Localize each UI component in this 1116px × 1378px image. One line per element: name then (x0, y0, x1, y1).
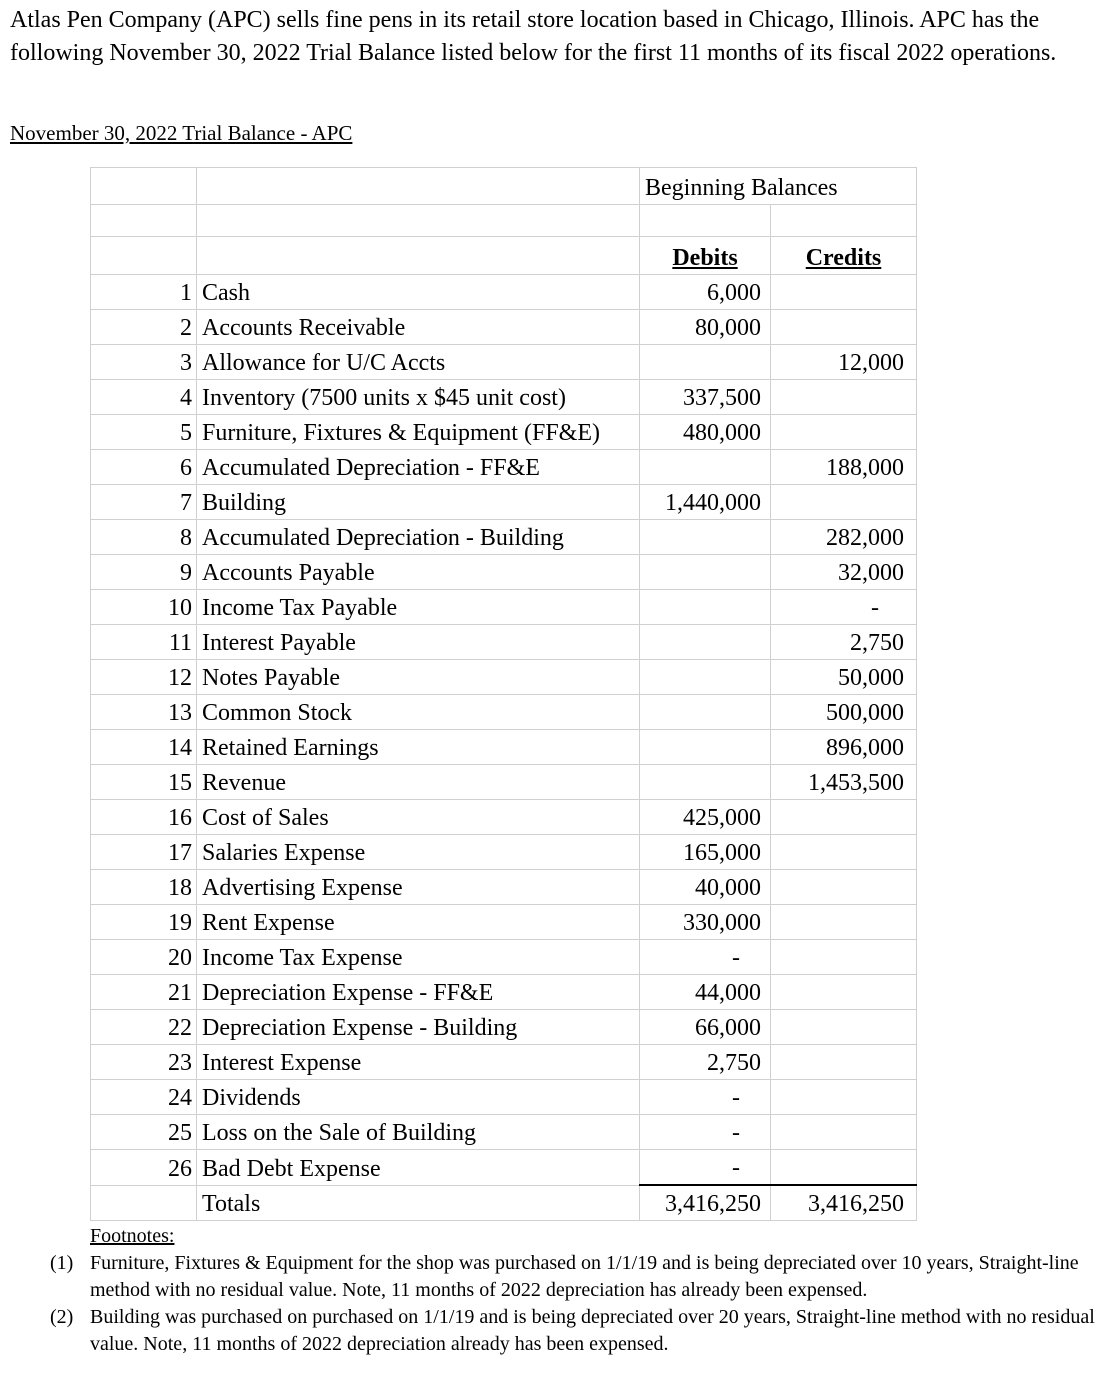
debit-amount (640, 590, 771, 625)
account-row (91, 765, 917, 800)
credit-amount: 1,453,500 (771, 765, 917, 800)
credit-amount (771, 415, 917, 450)
account-row (91, 695, 917, 730)
account-name: Cost of Sales (197, 800, 640, 835)
account-row (91, 835, 917, 870)
account-number: 19 (91, 905, 197, 940)
footnote-text: Furniture, Fixtures & Equipment for the shop was purchased on 1/1/19 and is being depreciated over 10 years, Straight-line method with no residual value. Note, 11 months of 2022 depreciation has already been expensed. (90, 1252, 1079, 1301)
account-number: 26 (91, 1150, 197, 1186)
beginning-balances-header: Beginning Balances (640, 168, 917, 205)
account-number: 20 (91, 940, 197, 975)
account-row (91, 975, 917, 1010)
credit-amount: 2,750 (771, 625, 917, 660)
credit-amount (771, 940, 917, 975)
account-number: 9 (91, 555, 197, 590)
credit-amount (771, 310, 917, 345)
credit-amount: 32,000 (771, 555, 917, 590)
account-number: 16 (91, 800, 197, 835)
total-credits: 3,416,250 (771, 1185, 917, 1221)
account-row (91, 730, 917, 765)
debit-amount: - (640, 1150, 771, 1186)
credit-amount: - (771, 590, 917, 625)
account-row (91, 275, 917, 310)
debit-amount (640, 765, 771, 800)
footnote-2 (50, 1304, 1100, 1358)
trial-balance-table (90, 167, 917, 1221)
account-row (91, 415, 917, 450)
debit-amount: 2,750 (640, 1045, 771, 1080)
debit-amount (640, 555, 771, 590)
account-number: 4 (91, 380, 197, 415)
account-row (91, 450, 917, 485)
total-debits: 3,416,250 (640, 1185, 771, 1221)
credit-amount: 896,000 (771, 730, 917, 765)
debit-amount (640, 345, 771, 380)
account-name: Dividends (197, 1080, 640, 1115)
account-number: 17 (91, 835, 197, 870)
account-row (91, 870, 917, 905)
totals-spacer (91, 1185, 197, 1221)
account-number: 21 (91, 975, 197, 1010)
debit-amount: 40,000 (640, 870, 771, 905)
account-name: Depreciation Expense - FF&E (197, 975, 640, 1010)
account-name: Common Stock (197, 695, 640, 730)
account-number: 8 (91, 520, 197, 555)
footnote-number: (2) (50, 1306, 74, 1328)
account-row (91, 590, 917, 625)
credit-amount: 282,000 (771, 520, 917, 555)
account-row (91, 1045, 917, 1080)
debit-amount: 330,000 (640, 905, 771, 940)
debit-amount: 66,000 (640, 1010, 771, 1045)
account-number: 1 (91, 275, 197, 310)
account-name: Building (197, 485, 640, 520)
credit-amount (771, 1010, 917, 1045)
debit-amount (640, 695, 771, 730)
account-row (91, 1080, 917, 1115)
account-name: Accounts Payable (197, 555, 640, 590)
header-row-debit-credit (91, 237, 917, 275)
account-name: Notes Payable (197, 660, 640, 695)
account-row (91, 625, 917, 660)
account-name: Salaries Expense (197, 835, 640, 870)
debit-amount: 165,000 (640, 835, 771, 870)
account-row (91, 485, 917, 520)
debit-amount: - (640, 940, 771, 975)
debit-amount: - (640, 1080, 771, 1115)
account-row (91, 660, 917, 695)
account-number: 24 (91, 1080, 197, 1115)
header-row-balances (91, 168, 917, 205)
debit-amount: 1,440,000 (640, 485, 771, 520)
account-number: 7 (91, 485, 197, 520)
credit-amount (771, 485, 917, 520)
account-row (91, 555, 917, 590)
footnote-number: (1) (50, 1252, 74, 1274)
account-number: 2 (91, 310, 197, 345)
account-number: 15 (91, 765, 197, 800)
account-number: 23 (91, 1045, 197, 1080)
debit-amount: 44,000 (640, 975, 771, 1010)
debit-amount (640, 625, 771, 660)
account-row (91, 905, 917, 940)
credit-amount (771, 975, 917, 1010)
account-name: Interest Expense (197, 1045, 640, 1080)
account-name: Inventory (7500 units x $45 unit cost) (197, 380, 640, 415)
account-row (91, 345, 917, 380)
debits-header: Debits (640, 237, 771, 275)
account-row (91, 800, 917, 835)
account-name: Retained Earnings (197, 730, 640, 765)
account-name: Accounts Receivable (197, 310, 640, 345)
account-number: 13 (91, 695, 197, 730)
debit-amount (640, 660, 771, 695)
account-number: 18 (91, 870, 197, 905)
account-number: 25 (91, 1115, 197, 1150)
footnotes (50, 1223, 1100, 1358)
debit-amount: 6,000 (640, 275, 771, 310)
account-name: Accumulated Depreciation - FF&E (197, 450, 640, 485)
account-number: 22 (91, 1010, 197, 1045)
account-row (91, 1150, 917, 1186)
debit-amount (640, 730, 771, 765)
credit-amount (771, 1150, 917, 1186)
debit-amount (640, 520, 771, 555)
account-name: Income Tax Expense (197, 940, 640, 975)
account-name: Furniture, Fixtures & Equipment (FF&E) (197, 415, 640, 450)
debit-amount: 337,500 (640, 380, 771, 415)
credit-amount (771, 905, 917, 940)
debit-amount: 425,000 (640, 800, 771, 835)
account-name: Bad Debt Expense (197, 1150, 640, 1186)
credit-amount: 500,000 (771, 695, 917, 730)
credit-amount: 188,000 (771, 450, 917, 485)
account-row (91, 1010, 917, 1045)
credit-amount (771, 1115, 917, 1150)
credit-amount (771, 380, 917, 415)
account-number: 6 (91, 450, 197, 485)
credit-amount (771, 870, 917, 905)
debit-amount (640, 450, 771, 485)
account-name: Rent Expense (197, 905, 640, 940)
credit-amount (771, 835, 917, 870)
account-row (91, 520, 917, 555)
intro-paragraph: Atlas Pen Company (APC) sells fine pens in its retail store location based in Chicago, Illinois. APC has the following November 30, 2022 Trial Balance listed below for the first 11 months of its fiscal 2022 operations. (10, 7, 1057, 66)
account-name: Interest Payable (197, 625, 640, 660)
account-row (91, 940, 917, 975)
account-name: Cash (197, 275, 640, 310)
account-name: Accumulated Depreciation - Building (197, 520, 640, 555)
account-row (91, 310, 917, 345)
header-row-spacer (91, 205, 917, 237)
account-name: Revenue (197, 765, 640, 800)
account-number: 11 (91, 625, 197, 660)
credits-header: Credits (771, 237, 917, 275)
account-number: 10 (91, 590, 197, 625)
account-number: 5 (91, 415, 197, 450)
credit-amount (771, 800, 917, 835)
account-name: Allowance for U/C Accts (197, 345, 640, 380)
credit-amount (771, 275, 917, 310)
totals-label: Totals (197, 1185, 640, 1221)
debit-amount: 80,000 (640, 310, 771, 345)
totals-row (91, 1185, 917, 1221)
footnotes-title: Footnotes: (90, 1225, 175, 1247)
account-name: Advertising Expense (197, 870, 640, 905)
account-name: Income Tax Payable (197, 590, 640, 625)
debit-amount: 480,000 (640, 415, 771, 450)
credit-amount: 50,000 (771, 660, 917, 695)
debit-amount: - (640, 1115, 771, 1150)
account-name: Depreciation Expense - Building (197, 1010, 640, 1045)
credit-amount (771, 1080, 917, 1115)
account-number: 3 (91, 345, 197, 380)
credit-amount (771, 1045, 917, 1080)
account-name: Loss on the Sale of Building (197, 1115, 640, 1150)
footnote-1 (50, 1250, 1100, 1304)
account-number: 12 (91, 660, 197, 695)
credit-amount: 12,000 (771, 345, 917, 380)
account-row (91, 1115, 917, 1150)
account-row (91, 380, 917, 415)
trial-balance-title: November 30, 2022 Trial Balance - APC (10, 121, 353, 145)
footnote-text: Building was purchased on purchased on 1/1/19 and is being depreciated over 20 years, Straight-line method with no residual value. Note, 11 months of 2022 depreciation already has been expensed. (90, 1306, 1095, 1355)
account-number: 14 (91, 730, 197, 765)
